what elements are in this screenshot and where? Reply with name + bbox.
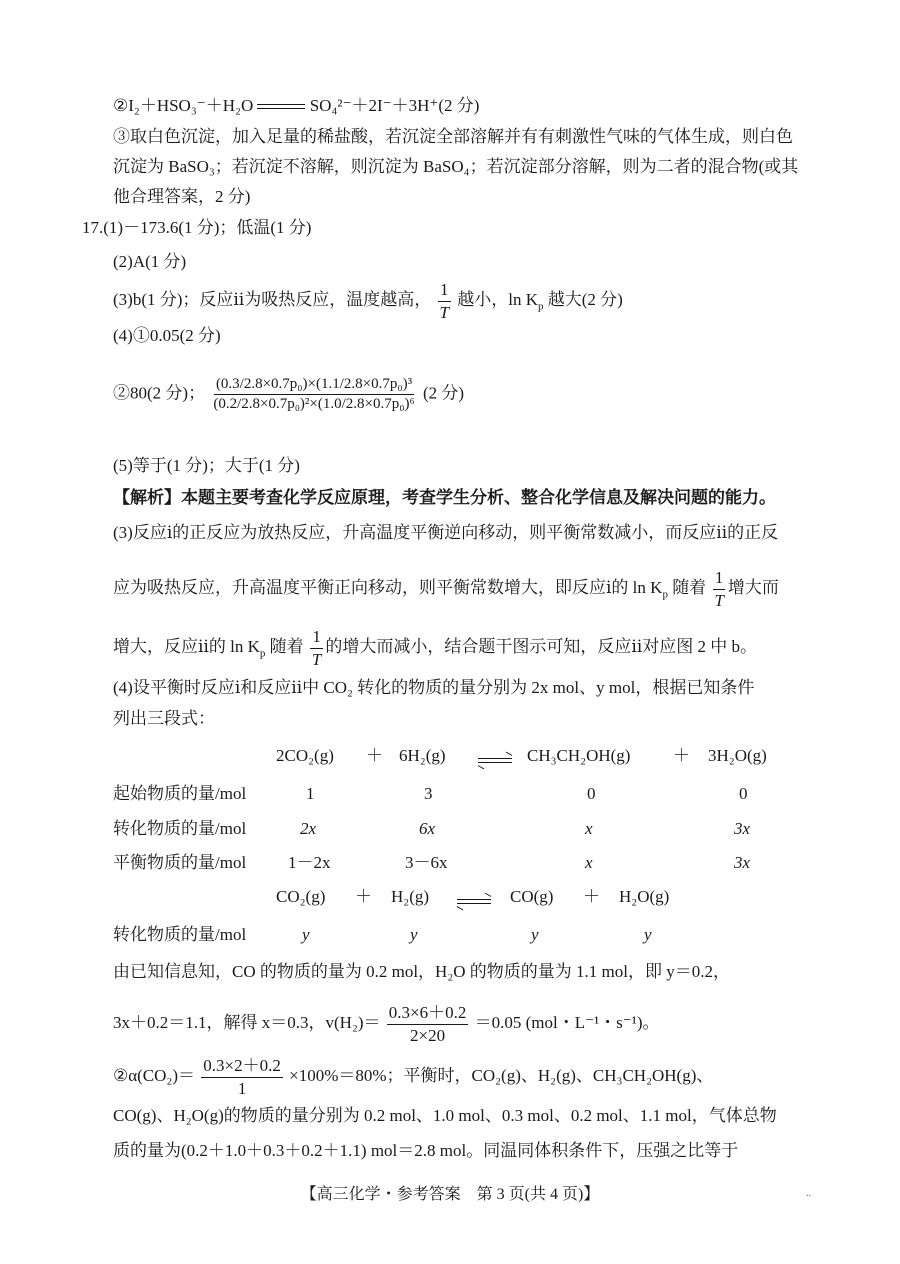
- calc-line-1: 由已知信息知，CO 的物质的量为 0.2 mol，H₂O 的物质的量为 1.1 mol，即 y＝0.2，: [113, 962, 730, 981]
- table1-cell: 3x: [734, 853, 751, 872]
- table1-cell: 1: [306, 784, 315, 803]
- eq-line-2: ②I₂＋HSO₃⁻＋H₂O SO₄²⁻＋2I⁻＋3H⁺(2 分): [113, 96, 480, 115]
- table1-cell: 0: [587, 784, 596, 803]
- analysis-3b: 应为吸热反应，升高温度平衡正向移动，则平衡常数增大，即反应ⅰ的 $\ln K_p$ 随着 $\frac{1}{T}$ 增大而: [113, 568, 779, 610]
- table1-cell: 6x: [419, 819, 436, 838]
- table1-row-label: 起始物质的量/mol: [113, 784, 247, 803]
- equilibrium-arrow-icon: [457, 891, 491, 911]
- alpha-fraction: $\frac{0.3\times 2+0.2}{1}$: [203, 1056, 281, 1098]
- alpha-line: ②α(CO₂)＝ $\frac{0.3\times 2+0.2}{1}$ ×100%＝80%；平衡时，CO₂(g)、H₂(g)、CH₃CH₂OH(g)、: [113, 1056, 714, 1098]
- table1-row-label: 转化物质的量/mol: [113, 819, 247, 838]
- table2-cell: y: [410, 925, 418, 944]
- table2-cell: y: [531, 925, 539, 944]
- moles-line-1: CO(g)、H₂O(g)的物质的量分别为 0.2 mol、1.0 mol、0.3 mol、0.2 mol、1.1 mol，气体总物: [113, 1106, 777, 1125]
- page-footer: 【高三化学・参考答案 第 3 页(共 4 页)】: [300, 1186, 600, 1203]
- table1-cell: 3－6x: [405, 853, 448, 872]
- rate-fraction: $\frac{0.3\times 6+0.2}{2\times 20}$: [388, 1003, 467, 1045]
- table2-cell: y: [644, 925, 652, 944]
- q17-part4-1: (4)①0.05(2 分): [113, 326, 221, 345]
- kp-expression-fraction: $\frac{\text{(0.3/2.8×0.7p₀)×(1.1/2.8×0.7p₀)³}}{\text{(0.2/2.8×0.7p₀)²×(1.0/2.8×0.7p₀)⁶}}$: [213, 376, 415, 413]
- analysis-heading: 【解析】本题主要考查化学反应原理，考查学生分析、整合化学信息及解决问题的能力。: [113, 488, 776, 507]
- table1-cell: 3: [424, 784, 433, 803]
- table2-species-3: CO(g): [510, 887, 554, 906]
- table1-species-1: 2CO₂(g): [276, 746, 334, 765]
- table1-cell: 2x: [300, 819, 317, 838]
- table2-plus-1: ＋: [355, 887, 372, 906]
- table1-cell: x: [585, 819, 593, 838]
- q17-part2: (2)A(1 分): [113, 252, 187, 271]
- answer-line-3c: 他合理答案，2 分): [113, 187, 251, 206]
- fraction-1-over-T: $\frac{1}{T}$: [439, 280, 449, 322]
- table2-species-2: H₂(g): [391, 887, 430, 906]
- table1-cell: 1－2x: [288, 853, 331, 872]
- table1-species-3: CH₃CH₂OH(g): [527, 746, 631, 765]
- table1-cell: 0: [739, 784, 748, 803]
- table1-cell: 3x: [734, 819, 751, 838]
- table2-plus-2: ＋: [583, 887, 600, 906]
- table1-species-4: 3H₂O(g): [708, 746, 767, 765]
- double-line-equals-icon: [257, 104, 305, 110]
- table2-species-1: CO₂(g): [276, 887, 326, 906]
- table1-plus-2: ＋: [673, 746, 690, 765]
- fraction-1-over-T: $\frac{1}{T}$: [311, 627, 322, 669]
- analysis-4b: 列出三段式：: [113, 709, 215, 728]
- q17-part3: (3)b(1 分)；反应ⅱ为吸热反应，温度越高， $\frac{1}{T}$ 越小，$\ln K_p$ 越大(2 分): [113, 280, 623, 322]
- analysis-3c: 增大，反应ⅱ的 $\ln K_p$ 随着 $\frac{1}{T}$ 的增大而减小，结合题干图示可知，反应ⅱ对应图 2 中 b。: [113, 627, 757, 669]
- corner-mark: ..: [806, 1188, 811, 1199]
- table1-row-label: 平衡物质的量/mol: [113, 853, 247, 872]
- table2-species-4: H₂O(g): [619, 887, 670, 906]
- fraction-1-over-T: $\frac{1}{T}$: [714, 568, 724, 610]
- answer-line-3a: ③取白色沉淀，加入足量的稀盐酸，若沉淀全部溶解并有有刺激性气味的气体生成，则白色: [113, 127, 793, 146]
- calc-line-2: 3x＋0.2＝1.1，解得 x＝0.3，v(H₂)＝ $\frac{0.3\times 6+0.2}{2\times 20}$ ＝0.05 (mol・L⁻¹・s⁻¹)。: [113, 1003, 660, 1045]
- q17-part4-2: ②80(2 分)； $\frac{\text{(0.3/2.8×0.7p₀)×(1.1/2.8×0.7p₀)³}}{\text{(0.2/2.8×0.7p₀)²×(1.0/2.8×0.7p₀)⁶}}$ (2 分): [113, 376, 465, 413]
- table1-cell: x: [585, 853, 593, 872]
- table2-cell: y: [302, 925, 310, 944]
- equilibrium-arrow-icon: [478, 750, 512, 770]
- q17-part5: (5)等于(1 分)；大于(1 分): [113, 456, 300, 475]
- q17-part1: 17.(1)－173.6(1 分)；低温(1 分): [82, 218, 312, 237]
- analysis-4a: (4)设平衡时反应ⅰ和反应ⅱ中 CO₂ 转化的物质的量分别为 2x mol、y mol，根据已知条件: [113, 678, 755, 697]
- table2-row-label: 转化物质的量/mol: [113, 925, 247, 944]
- answer-line-3b: 沉淀为 BaSO₃；若沉淀不溶解，则沉淀为 BaSO₄；若沉淀部分溶解，则为二者的混合物(或其: [113, 157, 799, 176]
- table1-plus-1: ＋: [366, 746, 383, 765]
- analysis-3a: (3)反应ⅰ的正反应为放热反应，升高温度平衡逆向移动，则平衡常数减小，而反应ⅱ的正反: [113, 523, 779, 542]
- moles-line-2: 质的量为(0.2＋1.0＋0.3＋0.2＋1.1) mol＝2.8 mol。同温同体积条件下，压强之比等于: [113, 1141, 739, 1160]
- table1-species-2: 6H₂(g): [399, 746, 446, 765]
